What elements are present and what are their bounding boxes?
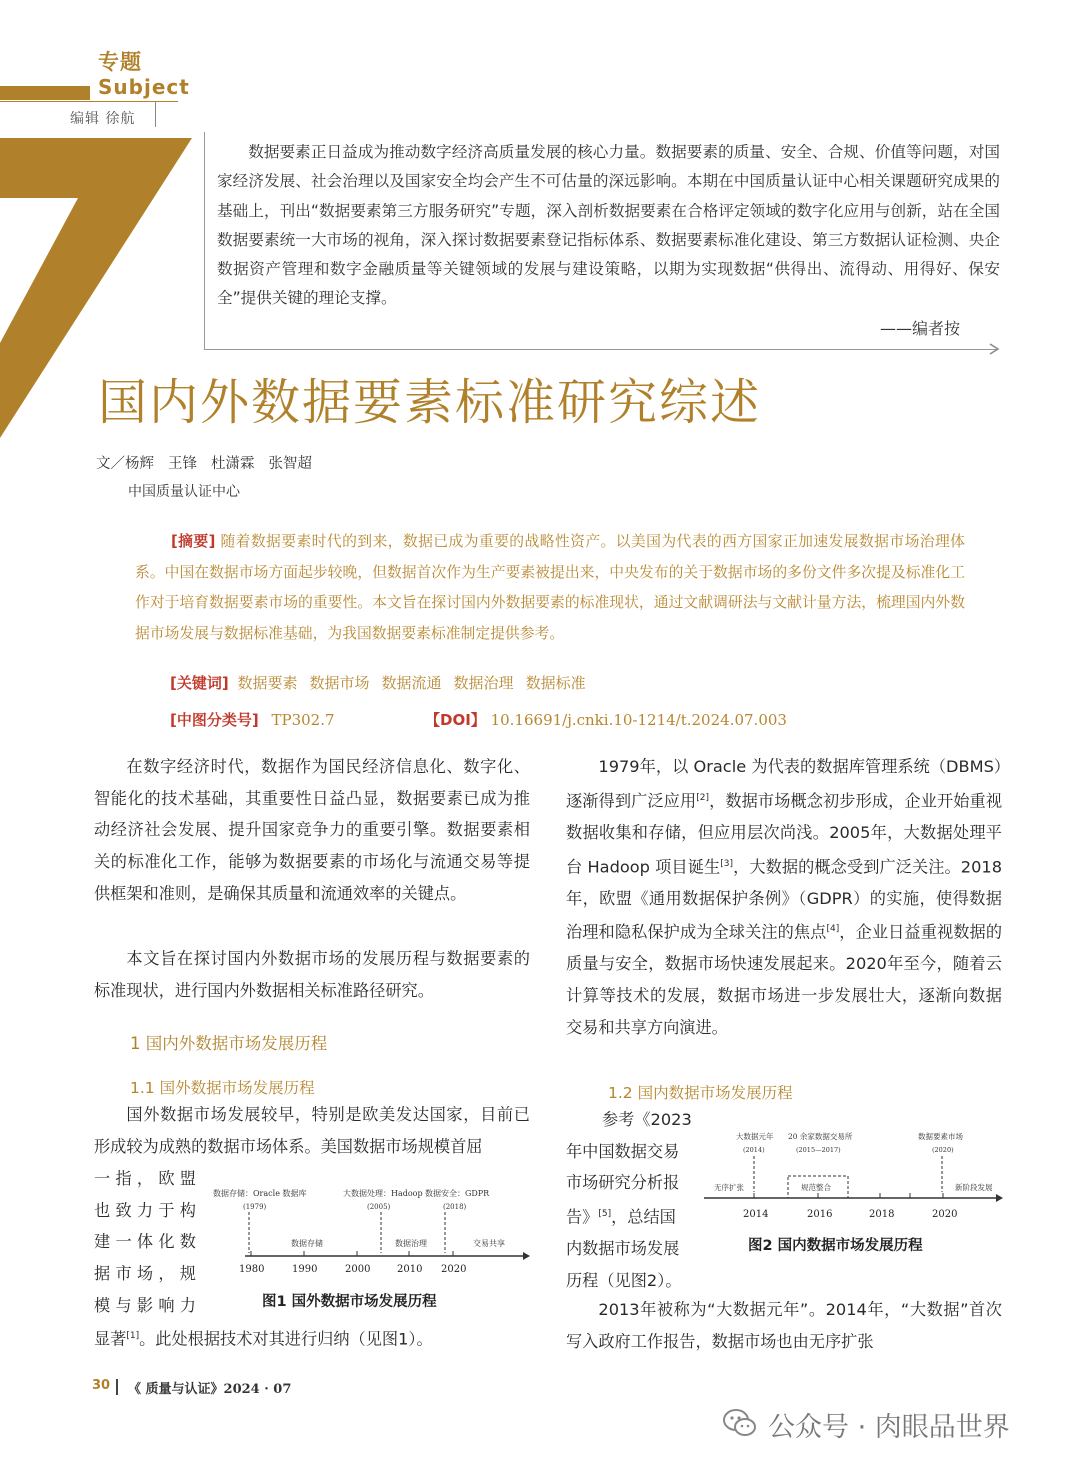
keywords <box>170 672 586 693</box>
body-paragraph: 本文旨在探讨国内外数据市场的发展历程与数据要素的标准现状，进行国内外数据相关标准路径研究。 <box>94 949 530 1000</box>
journal-name: 《 质量与认证》2024 · 07 <box>128 1382 292 1397</box>
doi-label: 【DOI】 <box>425 711 486 729</box>
citation-ref: [5] <box>598 1209 612 1220</box>
fig1-event-year: (2018) <box>443 1203 467 1211</box>
fig2-tick-label: 2020 <box>932 1209 958 1220</box>
editor-credit: 编辑 徐航 <box>70 111 136 127</box>
abstract-text: 随着数据要素时代的到来，数据已成为重要的战略性资产。以美国为代表的西方国家正加速发展数据市场治理体系。中国在数据市场方面起步较晚，但数据首次作为生产要素被提出来，中央发布的关于数据市场的多份文件多次提及标准化工作对于培育数据要素市场的重要性。本文旨在探讨国内外数据要素的标准现状，通过文献调研法与文献计量方法，梳理国内外数据市场发展与数据标准基础，为我国数据要素标准制定提供参考。 <box>135 533 965 642</box>
fig1-tick-label: 2000 <box>345 1264 371 1275</box>
text-line: 模与影响力 <box>94 1295 196 1315</box>
fig1-event-label: 数据存储：Oracle 数据库 <box>213 1189 307 1198</box>
text-fragment: 1979年，以 Oracle 为代表的数据库管理系统（DBMS）逐渐得到广泛应用 <box>566 757 1002 811</box>
text-line <box>94 1321 534 1355</box>
figure-1-timeline <box>205 1180 530 1280</box>
wrapped-text-block <box>566 1104 696 1297</box>
fig2-event-year: (2014) <box>743 1146 765 1154</box>
fig2-axis-arrow <box>996 1194 1003 1202</box>
citation-ref: [3] <box>720 858 733 869</box>
text-line <box>566 1199 696 1233</box>
text-fragment: ，总结国 <box>611 1207 676 1227</box>
text-line: 内数据市场发展 <box>566 1239 680 1259</box>
text-line: 也致力于构 <box>94 1200 196 1220</box>
text-fragment: 告》 <box>566 1207 599 1227</box>
body-paragraph <box>566 751 1002 1044</box>
fig1-event-year: (2005) <box>367 1203 391 1211</box>
fig1-phase-label: 数据存储 <box>291 1239 323 1248</box>
fig2-event-label: 数据要素市场 <box>918 1132 963 1141</box>
section-title-en: Subject <box>98 75 190 99</box>
figure-1-caption: 图1 国外数据市场发展历程 <box>262 1294 437 1310</box>
fig1-event-year: (1979) <box>243 1203 267 1211</box>
fig1-event-label: 大数据处理：Hadoop <box>343 1189 423 1198</box>
header-rule <box>0 101 178 102</box>
figure-2-timeline <box>700 1128 1005 1224</box>
subsection-heading: 1.2 国内数据市场发展历程 <box>608 1084 793 1102</box>
fig1-phase-label: 交易共享 <box>473 1239 505 1248</box>
keywords-label: [关键词] <box>170 674 229 692</box>
keyword-item: 数据要素 <box>237 674 298 692</box>
author-name: 杨辉 <box>125 456 154 472</box>
fig2-phase-label: 规范整合 <box>801 1183 831 1192</box>
note-frame-bottom <box>204 349 996 350</box>
fig2-event-label: 大数据元年 <box>736 1132 774 1141</box>
doi <box>425 709 787 730</box>
text-fragment: ，数据市场概念初步形成，企业开始重视数据收集和存储，但应用层次尚浅。2005年，大数据处理平台 Hadoop 项目诞生 <box>566 791 1003 876</box>
text-fragment: 显著 <box>94 1329 127 1349</box>
fig1-tick-label: 1990 <box>292 1264 318 1275</box>
section-title-zh: 专题 <box>98 50 142 74</box>
text-line: 年中国数据交易 <box>566 1141 680 1161</box>
fig2-event-year: (2015—2017) <box>796 1146 841 1154</box>
text-line: 一指，欧盟 <box>94 1169 196 1188</box>
clc-value: TP302.7 <box>271 711 335 729</box>
wrapped-text-block <box>94 1163 196 1322</box>
text-fragment: ，企业日益重视数据的质量与安全，数据市场快速发展起来。2020年至今，随着云计算等技术的发展，数据市场进一步发展壮大，逐渐向数据交易和共享方向演进。 <box>566 922 1003 1037</box>
body-paragraph: 在数字经济时代，数据作为国民经济信息化、数字化、智能化的技术基础，其重要性日益凸显，数据要素已成为推动经济社会发展、提升国家竞争力的重要引擎。数据要素相关的标准化工作，能够为数据要素的市场化与流通交易等提供框架和准则，是确保其质量和流通效率的关键点。 <box>94 757 530 903</box>
text-line: 据市场，规 <box>94 1264 196 1284</box>
keyword-item: 数据治理 <box>453 674 514 692</box>
wechat-icon <box>722 1407 758 1439</box>
article-title: 国内外数据要素标准研究综述 <box>98 374 762 431</box>
fig2-phase-label: 无序扩张 <box>714 1183 744 1192</box>
text-line: 历程（见图2）。 <box>566 1270 682 1290</box>
header-accent-bar <box>0 86 90 100</box>
citation-ref: [4] <box>826 924 840 935</box>
author-prefix: 文／ <box>96 456 125 472</box>
body-paragraph: 国外数据市场发展较早，特别是欧美发达国家，目前已形成较为成熟的数据市场体系。美国数据市场规模首屈 <box>94 1105 530 1156</box>
note-frame-left <box>204 132 205 350</box>
fig1-phase-label: 数据治理 <box>395 1239 427 1248</box>
text-line: 市场研究分析报 <box>566 1173 680 1193</box>
fig2-event-label: 20 余家数据交易所 <box>788 1132 853 1141</box>
body-paragraph: 2013年被称为“大数据元年”。2014年，“大数据”首次写入政府工作报告，数据市场也由无序扩张 <box>566 1300 1002 1351</box>
editor-note-signature: ——编者按 <box>880 319 961 338</box>
author-organization: 中国质量认证中心 <box>128 484 240 500</box>
fig2-tick-label: 2016 <box>807 1209 833 1220</box>
note-arrow-icon <box>988 343 1000 355</box>
text-line: 建一体化数 <box>94 1232 196 1252</box>
page-number: 30 <box>92 1378 111 1393</box>
footer-divider <box>116 1379 118 1395</box>
fig2-tick-label: 2014 <box>743 1209 769 1220</box>
text-fragment: ，大数据的概念受到广泛关注。2018年，欧盟《通用数据保护条例》（GDPR）的实施，使得数据治理和隐私保护成为全球关注的焦点 <box>566 856 1002 942</box>
watermark-text: 公众号 · 肉眼品世界 <box>768 1412 1010 1443</box>
author-name: 王锋 <box>168 456 197 472</box>
figure-2-caption: 图2 国内数据市场发展历程 <box>748 1238 923 1254</box>
citation-ref: [1] <box>126 1331 140 1341</box>
text-fragment: 。此处根据技术对其进行归纳（见图1）。 <box>139 1329 433 1349</box>
header-divider <box>155 101 156 127</box>
fig1-axis-arrow <box>523 1252 530 1260</box>
subsection-heading: 1.1 国外数据市场发展历程 <box>130 1079 315 1097</box>
section-heading: 1 国内外数据市场发展历程 <box>130 1034 328 1053</box>
keyword-item: 数据标准 <box>525 674 586 692</box>
clc-number <box>170 709 335 730</box>
clc-label: [中图分类号] <box>170 711 259 729</box>
fig1-tick-label: 2010 <box>397 1264 423 1275</box>
fig1-tick-label: 2020 <box>441 1264 467 1275</box>
fig2-phase-label: 新阶段发展 <box>955 1183 993 1192</box>
author-name: 张智超 <box>268 456 312 472</box>
editor-note-text: 数据要素正日益成为推动数字经济高质量发展的核心力量。数据要素的质量、安全、合规、价值等问题，对国家经济发展、社会治理以及国家安全均会产生不可估量的深远影响。本期在中国质量认证中心相关课题研究成果的基础上，刊出“数据要素第三方服务研究”专题，深入剖析数据要素在合格评定领域的数字化应用与创新，站在全国数据要素统一大市场的视角，深入探讨数据要素登记指标体系、数据要素标准化建设、第三方数据认证检测、央企数据资产管理和数字金融质量等关键领域的发展与建设策略，以期为实现数据“供得出、流得动、用得好、保安全”提供关键的理论支撑。 <box>217 143 1000 308</box>
abstract-label: [摘要] <box>171 533 216 550</box>
citation-ref: [2] <box>696 792 709 803</box>
keyword-item: 数据市场 <box>309 674 370 692</box>
author-name: 杜潇霖 <box>211 456 255 472</box>
text-line: 参考《2023 <box>602 1110 692 1129</box>
fig2-tick-label: 2018 <box>869 1209 895 1220</box>
fig1-event-label: 数据安全：GDPR <box>425 1189 490 1198</box>
keyword-item: 数据流通 <box>381 674 442 692</box>
author-line <box>96 452 326 473</box>
abstract <box>135 527 965 649</box>
fig2-event-year: (2020) <box>932 1146 954 1154</box>
fig1-tick-label: 1980 <box>239 1264 265 1275</box>
doi-value: 10.16691/j.cnki.10-1214/t.2024.07.003 <box>490 711 787 729</box>
